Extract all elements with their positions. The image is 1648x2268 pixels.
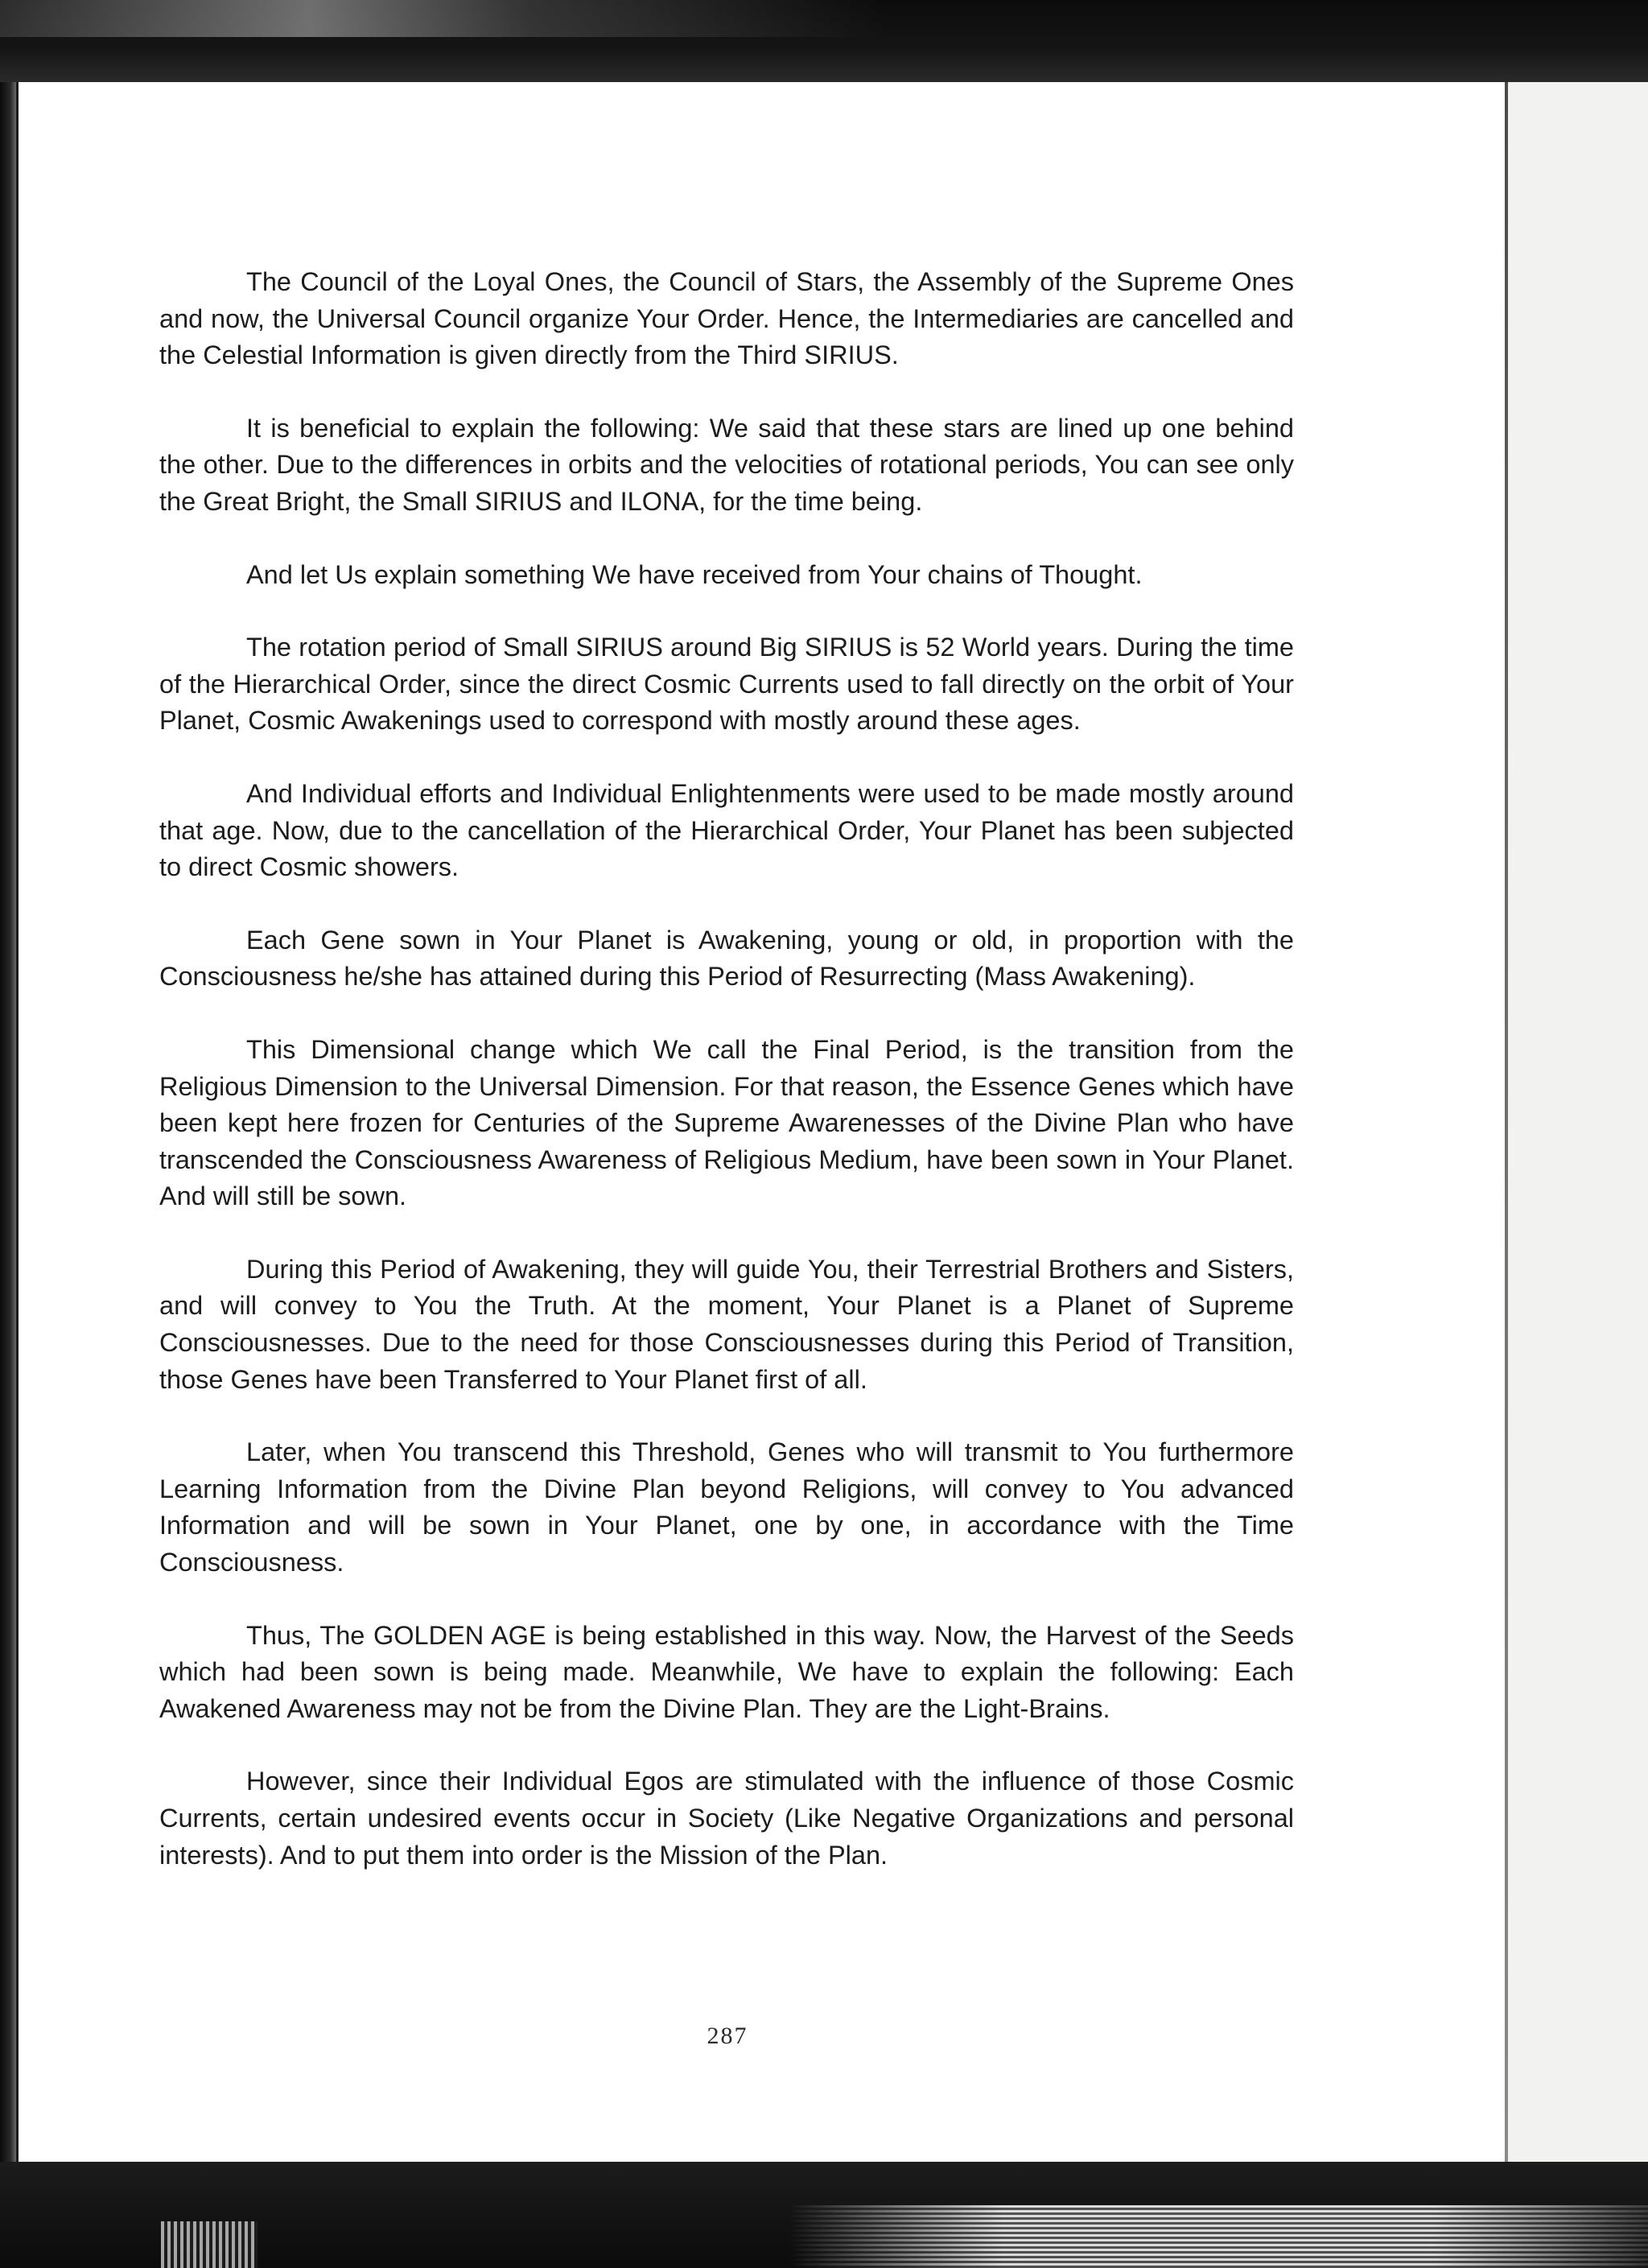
page-right-edge — [1505, 82, 1508, 2162]
paragraph-9: Later, when You transcend this Threshold, Genes who will transmit to You furthermore Learning Information from the Divine Plan beyond Religions, will convey to You advanced Information and will be sown in Your Planet, one by one, in accordance with the Time Consciousness. — [159, 1437, 1294, 1577]
paragraph-7: This Dimensional change which We call the Final Period, is the transition from the Religious Dimension to the Universal Dimension. For that reason, the Essence Genes which have been kept here frozen for Centuries of the Supreme Awarenesses of the Divine Plan who have transcended the Consciousness Awareness of Religious Medium, have been sown in Your Planet. And will still be sown. — [159, 1034, 1294, 1211]
body-text — [159, 264, 1294, 1874]
scan-left-border — [0, 82, 18, 2162]
paragraph-8: During this Period of Awakening, they will guide You, their Terrestrial Brothers and Sisters, and will convey to You the Truth. At the moment, Your Planet is a Planet of Supreme Consciousnesses. Due to the need for those Consciousnesses during this Period of Transition, those Genes have been Transferred to Your Planet first of all. — [159, 1254, 1294, 1394]
paragraph-4: The rotation period of Small SIRIUS around Big SIRIUS is 52 World years. During the time of the Hierarchical Order, since the direct Cosmic Currents used to fall directly on the orbit of Your Planet, Cosmic Awakenings used to correspond with mostly around these ages. — [159, 633, 1294, 736]
paragraph-10: Thus, The GOLDEN AGE is being established in this way. Now, the Harvest of the Seeds which had been sown is being made. Meanwhile, We have to explain the following: Each Awakened Awareness may not be from the Divine Plan. They are the Light-Brains. — [159, 1620, 1294, 1723]
paragraph-1: The Council of the Loyal Ones, the Council of Stars, the Assembly of the Supreme Ones and now, the Universal Council organize Your Order. Hence, the Intermediaries are cancelled and the Celestial Information is given directly from the Third SIRIUS. — [159, 267, 1294, 370]
page-left-edge — [16, 82, 19, 2162]
paragraph-11: However, since their Individual Egos are stimulated with the influence of those Cosmic Currents, certain undesired events occur in Society (Like Negative Organizations and personal interests). And to put them into order is the Mission of the Plan. — [159, 1767, 1294, 1870]
scan-bottom-glare — [789, 2205, 1648, 2268]
paragraph-5: And Individual efforts and Individual Enlightenments were used to be made mostly around that age. Now, due to the cancellation of the Hierarchical Order, Your Planet has been subjected to direct Cosmic showers. — [159, 778, 1294, 882]
scan-right-margin — [1505, 82, 1648, 2162]
paragraph-6: Each Gene sown in Your Planet is Awakening, young or old, in proportion with the Consciousness he/she has attained during this Period of Resurrecting (Mass Awakening). — [159, 925, 1294, 992]
paragraph-2: It is beneficial to explain the following: We said that these stars are lined up one behind the other. Due to the differences in orbits and the velocities of rotational periods, You can see only the Great Bright, the Small SIRIUS and ILONA, for the time being. — [159, 413, 1294, 516]
page-number: 287 — [707, 2023, 748, 2049]
scan-top-glare — [0, 0, 885, 37]
scan-bottom-glare-left — [161, 2221, 258, 2268]
paragraph-3: And let Us explain something We have received from Your chains of Thought. — [246, 559, 1143, 589]
